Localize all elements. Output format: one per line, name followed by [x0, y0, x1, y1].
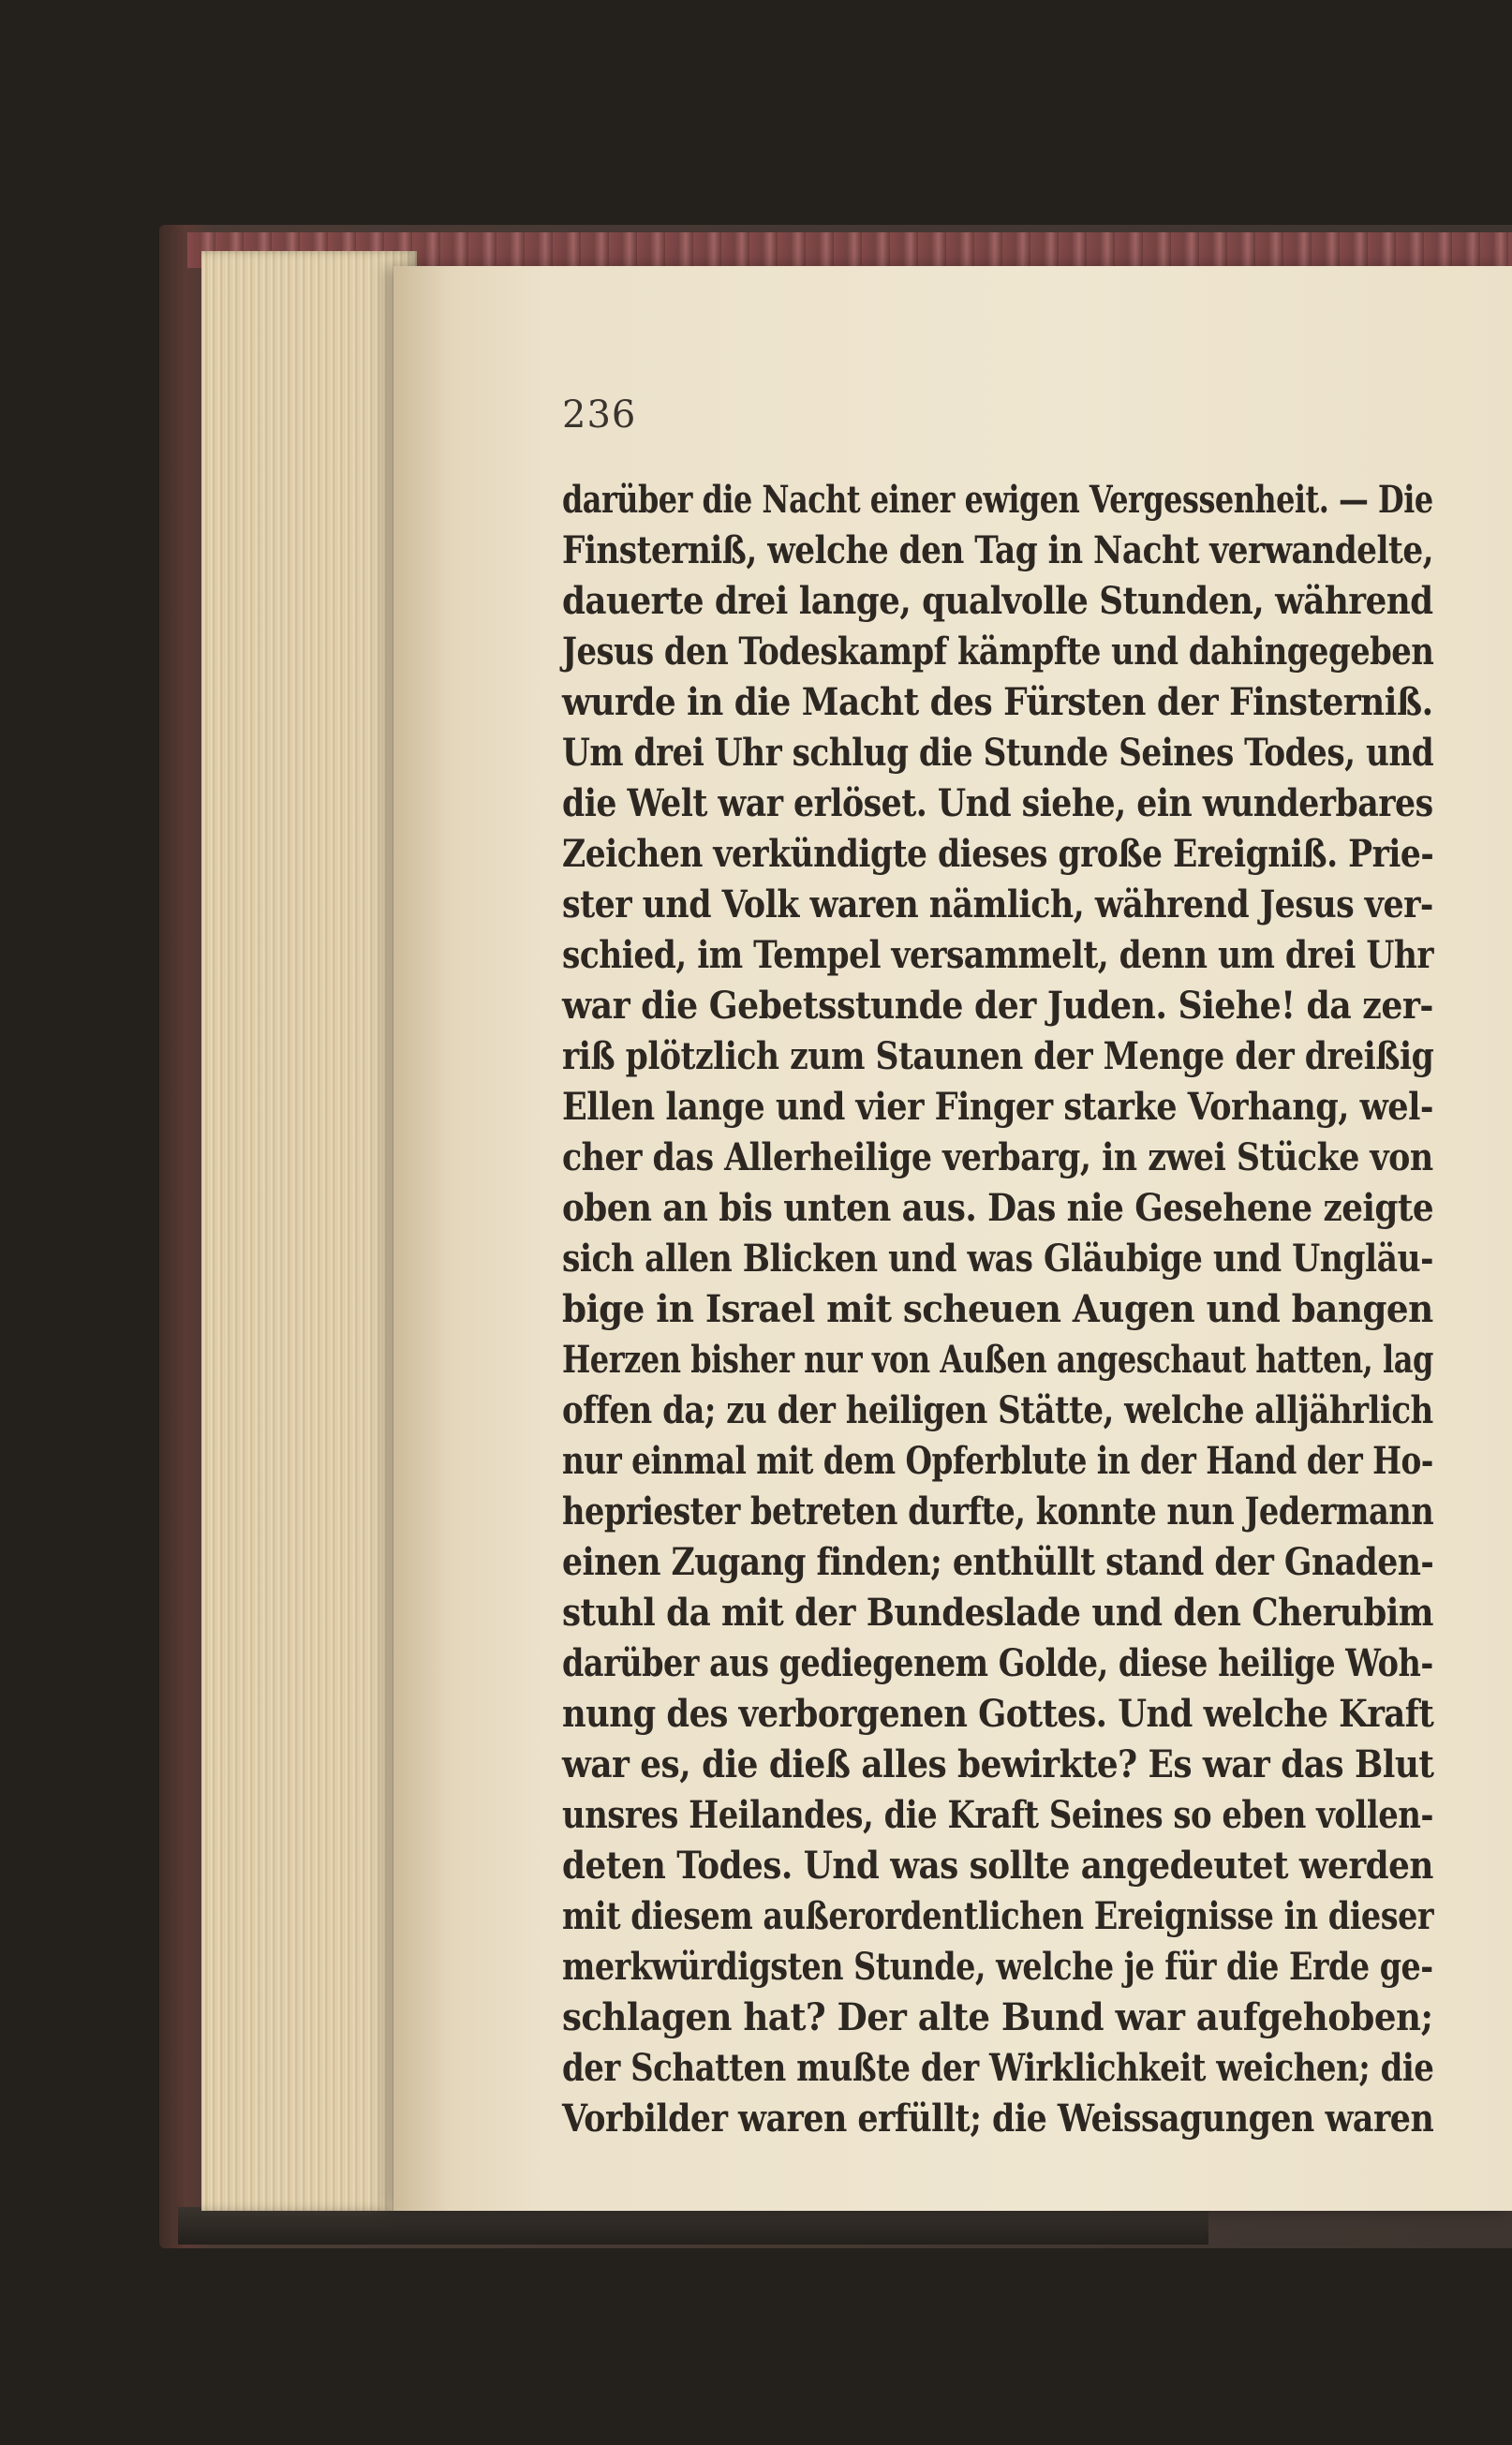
text-line: darüber die Nacht einer ewigen Vergessenheit. — Die: [562, 478, 1433, 522]
text-line: schlagen hat? Der alte Bund war aufgehoben;: [562, 1995, 1433, 2039]
text-line: wurde in die Macht des Fürsten der Finsterniß.: [562, 680, 1433, 724]
text-line: ster und Volk waren nämlich, während Jesus ver-: [562, 882, 1433, 926]
text-line: Finsterniß, welche den Tag in Nacht verwandelte,: [562, 528, 1434, 572]
text-line: dauerte drei lange, qualvolle Stunden, während: [562, 579, 1433, 623]
text-line: oben an bis unten aus. Das nie Gesehene zeigte: [562, 1186, 1434, 1230]
text-line: cher das Allerheilige verbarg, in zwei Stücke von: [562, 1135, 1433, 1179]
text-line: Zeichen verkündigte dieses große Ereigniß. Prie-: [562, 832, 1434, 876]
text-line: Jesus den Todeskampf kämpfte und dahingegeben: [562, 630, 1434, 674]
text-line: schied, im Tempel versammelt, denn um drei Uhr: [562, 933, 1434, 977]
text-line: merkwürdigsten Stunde, welche je für die Erde ge-: [562, 1945, 1433, 1989]
page-stack: [201, 251, 417, 2211]
text-line: nur einmal mit dem Opferblute in der Hand der Ho-: [562, 1439, 1433, 1483]
text-line: einen Zugang finden; enthüllt stand der Gnaden-: [562, 1540, 1434, 1584]
text-line: Um drei Uhr schlug die Stunde Seines Todes, und: [562, 731, 1434, 775]
text-line: unsres Heilandes, die Kraft Seines so eben vollen-: [562, 1793, 1433, 1837]
text-line: nung des verborgenen Gottes. Und welche Kraft: [562, 1692, 1434, 1736]
text-line: Ellen lange und vier Finger starke Vorhang, wel-: [562, 1085, 1433, 1129]
text-line: mit diesem außerordentlichen Ereignisse in dieser: [562, 1894, 1434, 1938]
text-line: riß plötzlich zum Staunen der Menge der dreißig: [562, 1034, 1434, 1078]
text-line: Herzen bisher nur von Außen angeschaut hatten, lag: [562, 1338, 1433, 1382]
text-line: stuhl da mit der Bundeslade und den Cherubim: [562, 1591, 1433, 1635]
cover-shadow: [178, 2207, 1208, 2245]
text-line: der Schatten mußte der Wirklichkeit weichen; die: [562, 2046, 1434, 2090]
text-line: hepriester betreten durfte, konnte nun Jedermann: [562, 1489, 1434, 1534]
text-line: offen da; zu der heiligen Stätte, welche alljährlich: [562, 1388, 1433, 1432]
page-number: 236: [562, 393, 637, 437]
text-line: deten Todes. Und was sollte angedeutet werden: [562, 1844, 1433, 1888]
text-line: darüber aus gediegenem Golde, diese heilige Woh-: [562, 1641, 1433, 1685]
text-line: die Welt war erlöset. Und siehe, ein wunderbares: [562, 781, 1433, 825]
text-line: sich allen Blicken und was Gläubige und Ungläu-: [562, 1237, 1433, 1281]
text-line: bige in Israel mit scheuen Augen und bangen: [562, 1287, 1433, 1331]
text-line: Vorbilder waren erfüllt; die Weissagungen waren: [562, 2097, 1434, 2141]
text-line: war die Gebetsstunde der Juden. Siehe! da zer-: [562, 984, 1433, 1028]
text-line: war es, die dieß alles bewirkte? Es war das Blut: [562, 1742, 1434, 1786]
